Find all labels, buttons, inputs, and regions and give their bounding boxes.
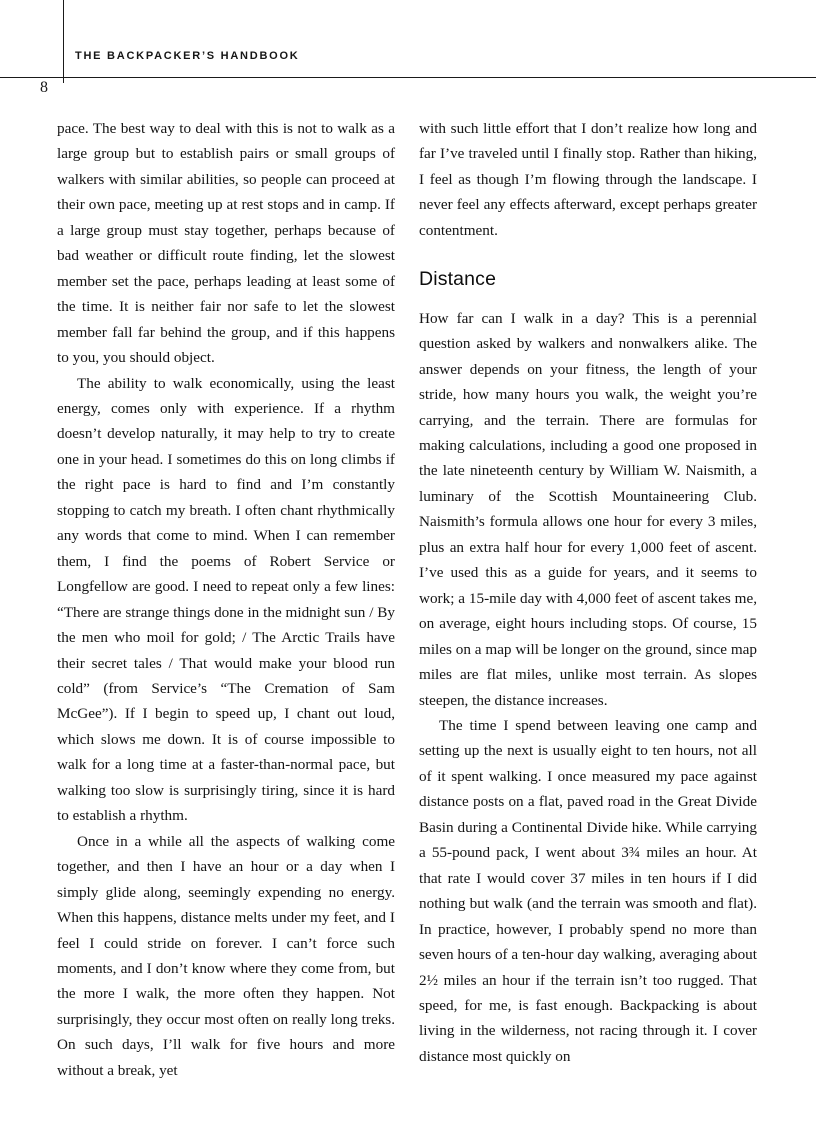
left-column [57, 116, 395, 1083]
text-columns [57, 116, 757, 1079]
paragraph: The time I spend between leaving one camp and setting up the next is usually eight to ten hours, not all of it spent walking. I once measured my pace against distance posts on a flat, paved road in the Great Divide Basin during a Continental Divide hike. While carrying a 55-pound pack, I went about 3¾ miles an hour. At that rate I would cover 37 miles in ten hours if I did nothing but walk (and the terrain was smooth and flat). In practice, however, I probably spend no more than seven hours of a ten-hour day walking, averaging about 2½ miles an hour if the terrain isn’t too rugged. That speed, for me, is fast enough. Backpacking is about living in the wilderness, not racing through it. I cover distance most quickly on [419, 716, 757, 1065]
running-head: THE BACKPACKER’S HANDBOOK [75, 50, 300, 62]
heading-space-above [419, 243, 757, 267]
header-vertical-rule [63, 0, 64, 83]
paragraph: How far can I walk in a day? This is a perennial question asked by walkers and nonwalkers alike. The answer depends on your fitness, the length of your stride, how many hours you walk, the weight you’re carrying, and the terrain. There are formulas for making calculations, including a good one proposed in the late nineteenth century by William W. Naismith, a luminary of the Scottish Mountaineering Club. Naismith’s formula allows one hour for every 3 miles, plus an extra half hour for every 1,000 feet of ascent. I’ve used this as a guide for years, and it seems to work; a 15-mile day with 4,000 feet of ascent takes me, on average, eight hours including stops. Of course, 15 miles on a map will be longer on the ground, since map miles are flat miles, unlike most terrain. As slopes steepen, the distance increases. [419, 309, 757, 709]
section-heading-distance: Distance [419, 268, 497, 291]
header-horizontal-rule [0, 77, 816, 78]
paragraph: with such little effort that I don’t realize how long and far I’ve traveled until I finally stop. Rather than hiking, I feel as though I’m flowing through the landscape. I never feel any effects afterward, except perhaps greater contentment. [419, 120, 757, 239]
heading-space-below [419, 293, 757, 306]
paragraph: The ability to walk economically, using the least energy, comes only with experience. If a rhythm doesn’t develop naturally, it may help to try to create one in your head. I sometimes do this on long climbs if the right pace is hard to find and I’m constantly stopping to catch my breath. I often chant rhythmically any words that come to mind. When I can remember them, I find the poems of Robert Service or Longfellow are good. I need to repeat only a few lines: “There are strange things done in the midnight sun / By the men who moil for gold; / The Arctic Trails have their secret tales / That would make your blood run cold” (from Service’s “The Cremation of Sam McGee”). If I begin to speed up, I chant out loud, which slows me down. It is of course impossible to walk for a long time at a faster-than-normal pace, but walking too slow is surprisingly tiring, since it is hard to establish a rhythm. [57, 374, 395, 825]
paragraph: pace. The best way to deal with this is not to walk as a large group but to establish pairs or small groups of walkers with similar abilities, so people can proceed at their own pace, meeting up at rest stops and in camp. If a large group must stay together, perhaps because of bad weather or difficult route finding, let the slowest member set the pace, perhaps leading at least some of the time. It is neither fair nor safe to let the slowest member fall far behind the group, and if this happens to you, you should object. [57, 120, 395, 367]
right-column [419, 116, 757, 1069]
page-number: 8 [40, 79, 48, 96]
paragraph: Once in a while all the aspects of walking come together, and then I have an hour or a day when I simply glide along, seemingly expending no energy. When this happens, distance melts under my feet, and I feel I could stride on forever. I can’t force such moments, and I don’t know where they come from, but the more I walk, the more often they happen. Not surprisingly, they occur most often on really long treks. On such days, I’ll walk for five hours and more without a break, yet [57, 832, 395, 1079]
